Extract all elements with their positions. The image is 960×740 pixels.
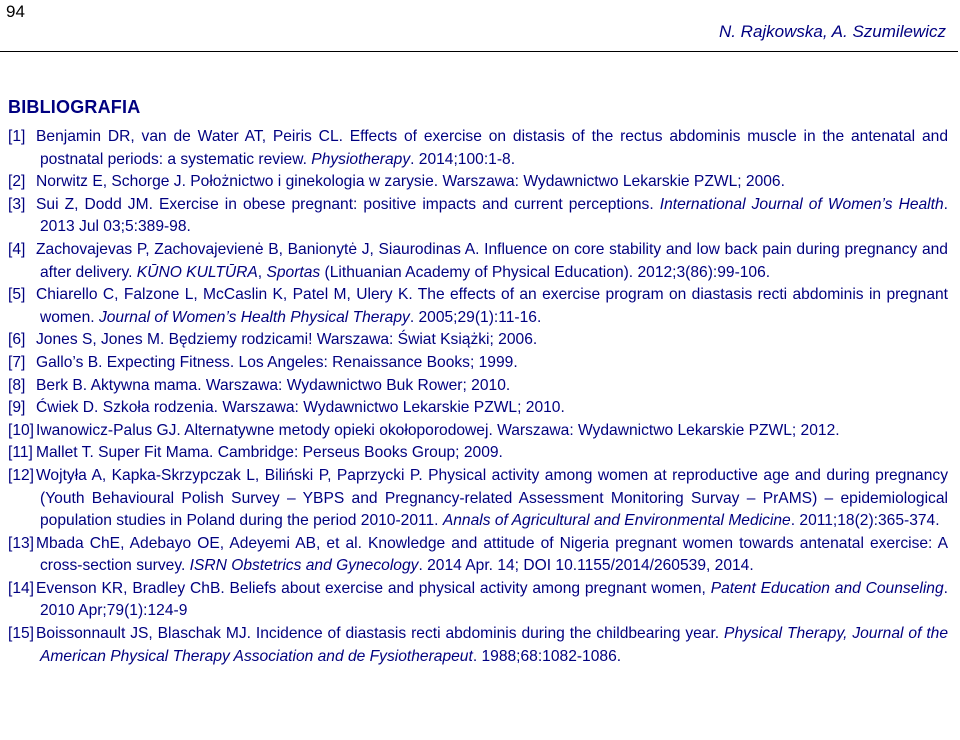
reference-number: [3] (8, 195, 26, 213)
reference-source-title: Sportas (266, 263, 321, 281)
reference-entry (8, 352, 948, 375)
reference-source-title: Journal of Women’s Health Physical Therapy (98, 308, 410, 326)
reference-text: . 2014;100:1-8. (410, 150, 516, 168)
reference-text: . 2010 Apr;79(1):124-9 (40, 579, 948, 620)
reference-text: Gallo’s B. Expecting Fitness. Los Angeles: Renaissance Books; 1999. (36, 353, 518, 371)
reference-number: [2] (8, 173, 26, 191)
reference-number: [15] (8, 625, 35, 643)
reference-text: Ćwiek D. Szkoła rodzenia. Warszawa: Wydawnictwo Lekarskie PZWL; 2010. (36, 399, 565, 417)
section-title: BIBLIOGRAFIA (8, 97, 141, 117)
reference-source-title: KŪNO KULTŪRA (136, 263, 258, 281)
reference-source-title: ISRN Obstetrics and Gynecology (189, 557, 419, 575)
reference-text: (Lithuanian Academy of Physical Education). 2012;3(86):99-106. (320, 263, 771, 281)
reference-entry (8, 533, 948, 578)
reference-number: [1] (8, 128, 26, 145)
reference-entry (8, 397, 948, 420)
reference-source-title: Physical Therapy, Journal of the American Physical Therapy Association and de Fysiotherapeut (40, 625, 948, 665)
reference-text: . 1988;68:1082-1086. (472, 647, 622, 665)
reference-text: Iwanowicz-Palus GJ. Alternatywne metody opieki okołoporodowej. Warszawa: Wydawnictwo Lekarskie PZWL; 2012. (36, 421, 840, 439)
reference-number: [14] (8, 579, 35, 597)
reference-text: Norwitz E, Schorge J. Położnictwo i ginekologia w zarysie. Warszawa: Wydawnictwo Lekarskie PZWL; 2006. (36, 173, 785, 191)
reference-entry (8, 375, 948, 398)
reference-text: . 2014 Apr. 14; DOI 10.1155/2014/260539, 2014. (418, 557, 754, 575)
reference-text: Boissonnault JS, Blaschak MJ. Incidence of diastasis recti abdominis during the childbearing year. (36, 625, 725, 643)
reference-number: [4] (8, 240, 26, 258)
reference-number: [6] (8, 331, 26, 349)
reference-text: Evenson KR, Bradley ChB. Beliefs about exercise and physical activity among pregnant women, (36, 579, 711, 597)
reference-number: [13] (8, 534, 35, 552)
reference-number: [8] (8, 376, 26, 394)
reference-source-title: International Journal of Women’s Health (659, 195, 944, 213)
reference-text: Mbada ChE, Adebayo OE, Adeyemi AB, et al. Knowledge and attitude of Nigeria pregnant women towards antenatal exercise: A cross-section survey. (36, 534, 948, 575)
reference-entry (8, 623, 948, 668)
reference-text: , (257, 263, 267, 281)
reference-text: Benjamin DR, van de Water AT, Peiris CL. Effects of exercise on distasis of the rectus abdominis muscle in the antenatal and postnatal periods: a systematic review. (36, 128, 948, 168)
bibliography-list (8, 126, 948, 668)
reference-text: . 2005;29(1):11-16. (409, 308, 542, 326)
reference-entry (8, 194, 948, 239)
reference-text: Zachovajevas P, Zachovajevienė B, Banionytė J, Siaurodinas A. Influence on core stability and low back pain during pregnancy and after delivery. (36, 240, 948, 281)
reference-entry (8, 329, 948, 352)
reference-source-title: Physiotherapy (311, 150, 411, 168)
running-header: N. Rajkowska, A. Szumilewicz (718, 22, 946, 41)
reference-number: [11] (8, 444, 33, 462)
reference-entry (8, 126, 948, 171)
reference-source-title: Patent Education and Counseling (710, 579, 944, 597)
reference-entry (8, 578, 948, 623)
reference-source-title: Annals of Agricultural and Environmental Medicine (442, 512, 791, 530)
reference-text: Sui Z, Dodd JM. Exercise in obese pregnant: positive impacts and current perceptions. (36, 195, 660, 213)
reference-number: [7] (8, 353, 26, 371)
reference-text: Chiarello C, Falzone L, McCaslin K, Patel M, Ulery K. The effects of an exercise program on diastasis recti abdominis in pregnant women. (36, 286, 948, 326)
reference-entry (8, 171, 948, 194)
reference-number: [9] (8, 399, 26, 417)
reference-text: . 2013 Jul 03;5:389-98. (40, 195, 948, 236)
reference-text: Jones S, Jones M. Będziemy rodzicami! Warszawa: Świat Książki; 2006. (36, 331, 538, 349)
reference-number: [10] (8, 421, 35, 439)
reference-text: Mallet T. Super Fit Mama. Cambridge: Perseus Books Group; 2009. (36, 444, 503, 462)
reference-entry (8, 465, 948, 533)
reference-entry (8, 284, 948, 329)
header-divider (0, 51, 958, 52)
reference-number: [5] (8, 286, 26, 304)
reference-text: . 2011;18(2):365-374. (790, 512, 940, 530)
reference-number: [12] (8, 466, 35, 484)
page-number: 94 (6, 2, 25, 21)
reference-entry (8, 442, 948, 465)
reference-text: Berk B. Aktywna mama. Warszawa: Wydawnictwo Buk Rower; 2010. (36, 376, 511, 394)
reference-text: Wojtyła A, Kapka-Skrzypczak L, Biliński P, Paprzycki P. Physical activity among women at reproductive age and during pregnancy (Youth Behavioural Polish Survey – YBPS and Pregnancy-related Assessment Monitoring Survay – PrAMS) – epidemiological population studies in Poland during the period 2010-2011. (36, 466, 948, 530)
reference-entry (8, 239, 948, 284)
reference-entry (8, 420, 948, 443)
